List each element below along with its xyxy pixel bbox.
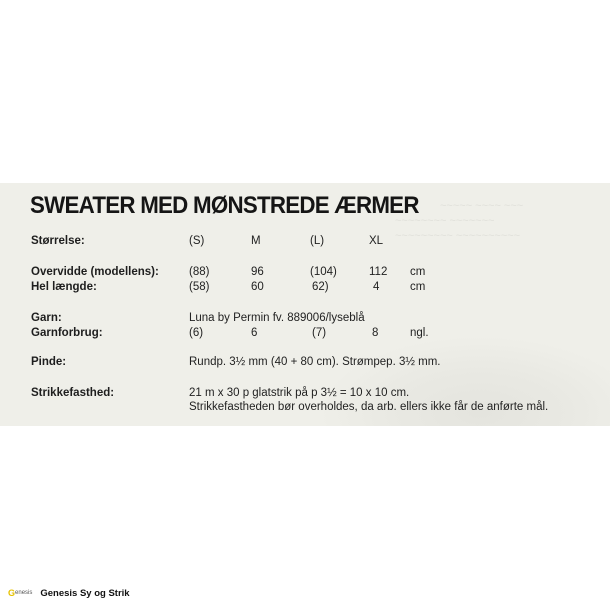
hel-laengde-s: (58) [189, 281, 210, 293]
bleed-through-text: ~~~~~ ~~~~ ~~~ [440, 200, 524, 212]
garnforbrug-m: 6 [251, 327, 258, 339]
overvidde-s: (88) [189, 266, 210, 278]
genesis-logo [8, 588, 32, 598]
bleed-through-text: ~~~~~~~~ ~~~~~~~ [395, 215, 495, 227]
footer [8, 587, 130, 599]
garnforbrug-unit: ngl. [410, 327, 429, 339]
overvidde-label: Overvidde (modellens): [31, 266, 159, 278]
logo-text: enesis [15, 590, 33, 596]
size-s: (S) [189, 235, 205, 247]
brand-name: Genesis Sy og Strik [40, 587, 130, 599]
pinde-label: Pinde: [31, 356, 67, 368]
pinde-value: Rundp. 3½ mm (40 + 80 cm). Strømpep. 3½ mm. [189, 356, 441, 368]
strikkefasthed-label: Strikkefasthed: [31, 387, 115, 399]
overvidde-unit: cm [410, 266, 426, 278]
garn-value: Luna by Permin fv. 889006/lyseblå [189, 312, 365, 324]
garnforbrug-xl: 8 [372, 327, 379, 339]
overvidde-l: (104) [310, 266, 337, 278]
size-m: M [251, 235, 261, 247]
hel-laengde-l: 62) [312, 281, 329, 293]
logo-initial: G [8, 588, 16, 598]
strikkefasthed-line1: 21 m x 30 p glatstrik på p 3½ = 10 x 10 cm. [189, 387, 410, 399]
bleed-through-text: ~~~~~~~~~ ~~~~~~~~~~ [395, 230, 521, 242]
overvidde-xl: 112 [369, 266, 388, 278]
garnforbrug-label: Garnforbrug: [31, 327, 103, 339]
hel-laengde-label: Hel længde: [31, 281, 97, 293]
hel-laengde-unit: cm [410, 281, 426, 293]
strikkefasthed-line2: Strikkefastheden bør overholdes, da arb. ellers ikke får de anførte mål. [189, 401, 549, 413]
size-l: (L) [310, 235, 325, 247]
hel-laengde-m: 60 [251, 281, 264, 293]
pattern-title: SWEATER MED MØNSTREDE ÆRMER [30, 192, 419, 219]
size-xl: XL [369, 235, 384, 247]
garnforbrug-l: (7) [312, 327, 327, 339]
sizes-label: Størrelse: [31, 235, 85, 247]
garnforbrug-s: (6) [189, 327, 204, 339]
overvidde-m: 96 [251, 266, 264, 278]
hel-laengde-xl: 4 [373, 281, 380, 293]
garn-label: Garn: [31, 312, 62, 324]
